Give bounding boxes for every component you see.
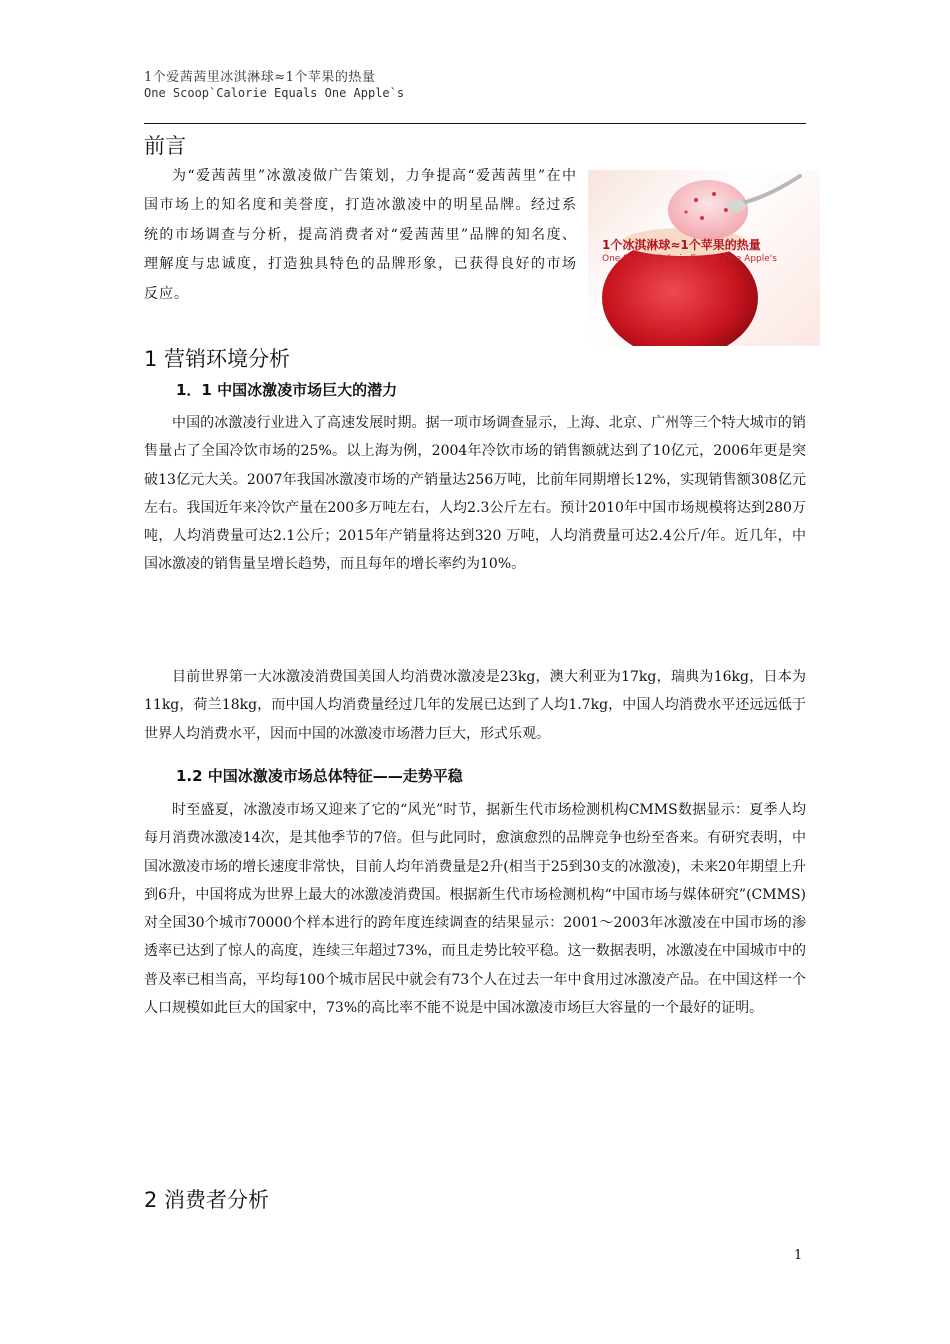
spoon bbox=[738, 176, 800, 204]
page-number: 1 bbox=[794, 1248, 803, 1263]
header-rule bbox=[144, 123, 806, 124]
image-caption-en: One Scoop' Calorie Equals One Apple's bbox=[602, 254, 777, 264]
ice-cream-apple-image bbox=[588, 170, 820, 346]
preface-paragraph: 为“爱茜茜里”冰激凌做广告策划，力争提高“爱茜茜里”在中国市场上的知名度和美誉度，打造冰激凌中的明星品牌。经过系统的市场调查与分析，提高消费者对“爱茜茜里”品牌的知名度、理解度与忠诚度，打造独具特色的品牌形象，已获得良好的市场反应。 bbox=[144, 168, 577, 302]
section2-heading: 2 消费者分析 bbox=[144, 1188, 270, 1212]
section1-heading: 1 营销环境分析 bbox=[144, 347, 291, 371]
section1-2-paragraph: 时至盛夏，冰激凌市场又迎来了它的“风光”时节，据新生代市场检测机构CMMS数据显示：夏季人均每月消费冰激凌14次，是其他季节的7倍。但与此同时，愈演愈烈的品牌竞争也纷至沓来。有研究表明，中国冰激凌市场的增长速度非常快，目前人均年消费量是2升(相当于25到30支的冰激凌)，未来20年期望上升到6升，中国将成为世界上最大的冰激凌消费国。根据新生代市场检测机构“中国市场与媒体研究”(CMMS)对全国30个城市70000个样本进行的跨年度连续调查的结果显示：2001～2003年冰激凌在中国市场的渗透率已达到了惊人的高度，连续三年超过73%，而且走势比较平稳。这一数据表明，冰激凌在中国城市中的普及率已相当高，平均每100个城市居民中就会有73个人在过去一年中食用过冰激凌产品。在中国这样一个人口规模如此巨大的国家中，73%的高比率不能不说是中国冰激凌市场巨大容量的一个最好的证明。 bbox=[144, 802, 806, 1017]
running-header-cn: 1个爱茜茜里冰淇淋球≈1个苹果的热量 bbox=[144, 70, 376, 85]
section1-2-heading: 1.2 中国冰激凌市场总体特征——走势平稳 bbox=[176, 767, 463, 785]
section1-1-paragraph-1: 中国的冰激凌行业进入了高速发展时期。据一项市场调查显示，上海、北京、广州等三个特大城市的销售量占了全国冷饮市场的25%。以上海为例，2004年冷饮市场的销售额就达到了10亿元，2006年更是突破13亿元大关。2007年我国冰激凌市场的产销量达256万吨，比前年同期增长12%，实现销售额308亿元左右。我国近年来冷饮产量在200多万吨左右，人均2.3公斤左右。预计2010年中国市场规模将达到280万吨，人均消费量可达2.1公斤；2015年产销量将达到320 万吨，人均消费量可达2.4公斤/年。近几年，中国冰激凌的销售量呈增长趋势，而且每年的增长率约为10%。 bbox=[144, 415, 806, 573]
section1-1-paragraph-2: 目前世界第一大冰激凌消费国美国人均消费冰激凌是23kg，澳大利亚为17kg，瑞典为16kg，日本为11kg，荷兰18kg，而中国人均消费量经过几年的发展已达到了人均1.7kg，中国人均消费水平还远远低于世界人均消费水平，因而中国的冰激凌市场潜力巨大，形式乐观。 bbox=[144, 669, 806, 742]
image-caption-cn: 1个冰淇淋球≈1个苹果的热量 bbox=[602, 238, 761, 252]
running-header-en: One Scoop`Calorie Equals One Apple`s bbox=[144, 86, 405, 100]
preface-heading: 前言 bbox=[144, 134, 186, 158]
section1-1-heading: 1．1 中国冰激凌市场巨大的潜力 bbox=[176, 381, 398, 399]
